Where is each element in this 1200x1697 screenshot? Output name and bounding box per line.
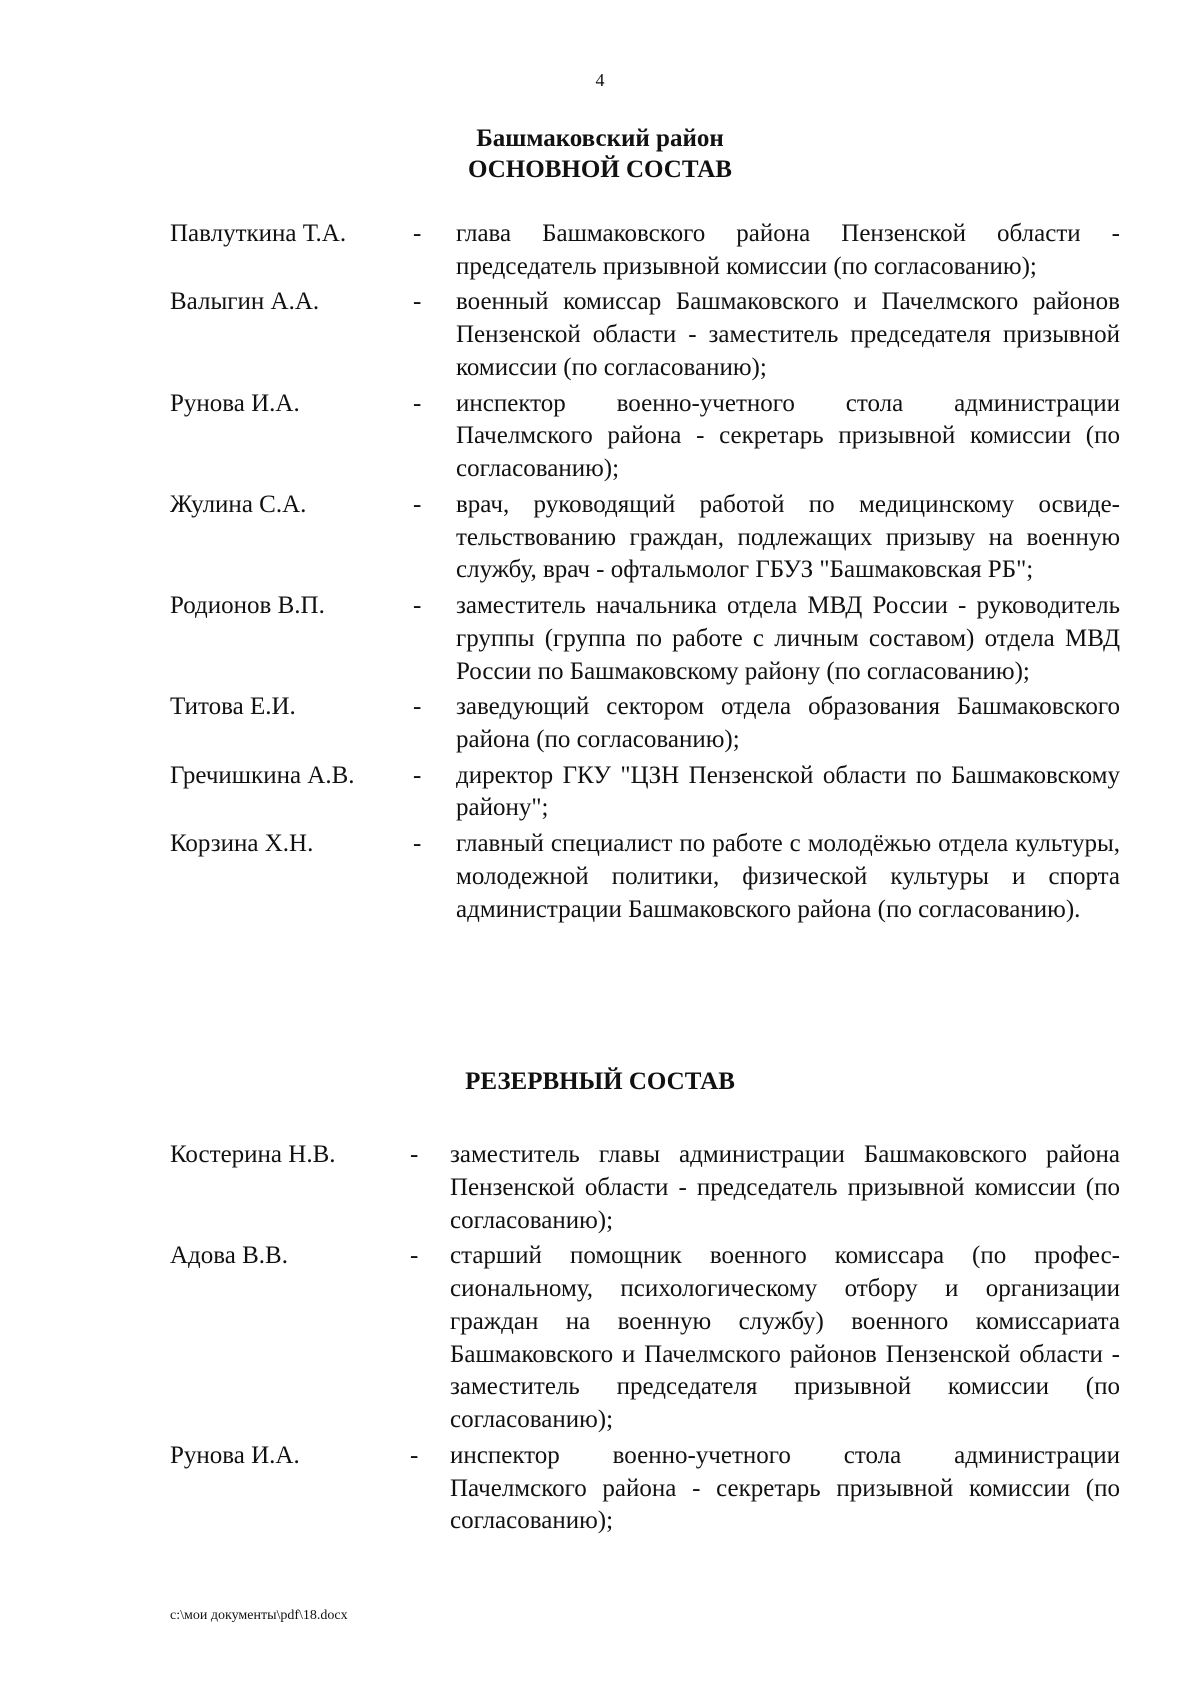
member-dash: - (413, 389, 422, 417)
member-entry (170, 388, 1120, 486)
member-name: Валыгин А.А. (170, 288, 320, 316)
member-entry (170, 286, 1120, 384)
member-role: инспектор военно-учетного стола администрации Пачелмского района - секретарь призывной комиссии (по согласованию); (450, 1441, 1120, 1535)
member-entry (170, 489, 1120, 587)
member-role: военный комиссар Башмаковского и Пачелмского районов Пензенской области - заместитель председателя призывной комиссии (по согласованию); (456, 288, 1120, 381)
member-name: Жулина С.А. (170, 490, 307, 518)
member-name: Рунова И.А. (170, 1441, 300, 1469)
member-entry (170, 828, 1120, 926)
member-name: Костерина Н.В. (170, 1141, 336, 1168)
member-entry (170, 1139, 1120, 1237)
member-role: инспектор военно-учетного стола администрации Пачелмского района - секретарь призывной комиссии (по согласованию); (456, 389, 1120, 483)
member-dash: - (413, 220, 422, 247)
member-role: глава Башмаковского района Пензенской области - председатель призывной комиссии (по согласованию); (456, 220, 1120, 280)
footer-file-path: c:\мои документы\pdf\18.docx (170, 1608, 348, 1623)
member-name: Гречишкина А.В. (170, 761, 355, 789)
member-role: главный специалист по работе с молодёжью отдела культуры, молодежной политики, физической культуры и спорта администрации Башмаковского района (по согласованию). (456, 829, 1120, 923)
page-number: 4 (595, 70, 605, 90)
member-role: заместитель начальника отдела МВД России - руководитель группы (группа по работе с личным составом) отдела МВД России по Башмаковскому району (по согласованию); (456, 591, 1120, 685)
member-role: директор ГКУ "ЦЗН Пензенской области по Башмаковскому району"; (456, 761, 1120, 822)
reserve-members-list (170, 1139, 1120, 1541)
member-dash: - (413, 288, 422, 316)
member-dash: - (410, 1242, 419, 1270)
member-name: Адова В.В. (170, 1242, 288, 1270)
district-title: Башмаковский район (476, 125, 724, 152)
member-name: Рунова И.А. (170, 389, 300, 417)
member-entry (170, 218, 1120, 284)
member-entry (170, 691, 1120, 757)
member-dash: - (410, 1141, 419, 1168)
main-composition-title: ОСНОВНОЙ СОСТАВ (468, 156, 732, 183)
member-role: старший помощник военного комиссара (по профессиональному, психологическому отбору и организации граждан на военную службу) военного комиссариата Башмаковского и Пачелмского районов Пензенской области - заместитель председателя призывной комиссии (по согласованию); (450, 1242, 1120, 1434)
member-name: Павлуткина Т.А. (170, 220, 347, 247)
member-dash: - (413, 829, 422, 857)
member-role: врач, руководящий работой по медицинскому освидетельствованию граждан, подлежащих призыву на военную службу, врач - офтальмолог ГБУЗ "Башмаковская РБ"; (456, 490, 1120, 584)
member-dash: - (413, 761, 422, 789)
reserve-composition-title: РЕЗЕРВНЫЙ СОСТАВ (465, 1068, 735, 1095)
member-role: заведующий сектором отдела образования Башмаковского района (по согласованию); (456, 693, 1120, 753)
main-members-list (170, 218, 1120, 929)
member-dash: - (413, 591, 422, 619)
member-role: заместитель главы администрации Башмаковского района Пензенской области - председатель призывной комиссии (по согласованию); (450, 1141, 1120, 1234)
member-entry (170, 1240, 1120, 1437)
member-name: Корзина Х.Н. (170, 829, 314, 857)
member-dash: - (413, 693, 422, 721)
member-name: Титова Е.И. (170, 693, 296, 721)
member-dash: - (413, 490, 422, 518)
member-entry (170, 760, 1120, 826)
member-entry (170, 1440, 1120, 1538)
member-dash: - (410, 1441, 419, 1469)
member-entry (170, 590, 1120, 688)
member-name: Родионов В.П. (170, 591, 325, 619)
